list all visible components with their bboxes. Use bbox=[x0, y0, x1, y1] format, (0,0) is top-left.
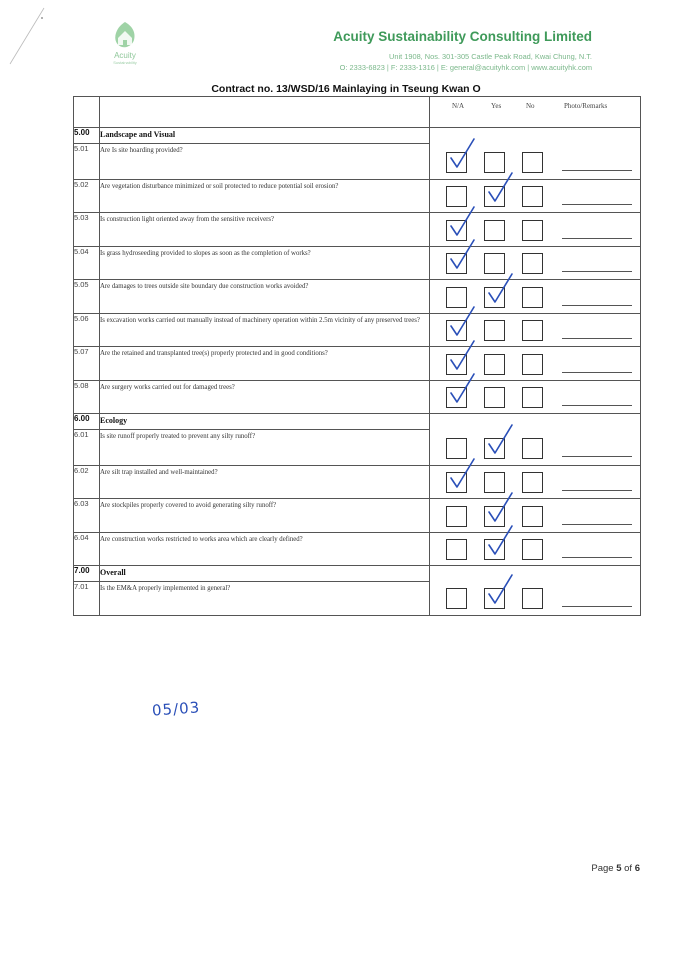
checklist-row bbox=[74, 213, 641, 247]
remarks-line bbox=[562, 271, 632, 272]
checkbox-no[interactable] bbox=[522, 588, 543, 609]
remarks-line bbox=[562, 372, 632, 373]
item-answer-cell bbox=[430, 380, 641, 414]
checkbox-no[interactable] bbox=[522, 539, 543, 560]
contact-line: O: 2333-6823 | F: 2333-1316 | E: general@acuityhk.com | www.acuityhk.com bbox=[339, 63, 592, 72]
item-question: Is the EM&A properly implemented in general? bbox=[100, 582, 430, 616]
checkmark-icon bbox=[448, 373, 476, 407]
checkbox-yes[interactable] bbox=[484, 253, 505, 274]
checkmark-icon bbox=[448, 239, 476, 273]
item-number: 5.07 bbox=[74, 347, 100, 381]
item-answer-cell bbox=[430, 246, 641, 280]
item-number: 6.01 bbox=[74, 430, 100, 466]
section-row bbox=[74, 414, 641, 430]
item-answer-cell bbox=[430, 144, 641, 180]
section-row bbox=[74, 128, 641, 144]
header-row bbox=[74, 97, 641, 128]
section-number: 5.00 bbox=[74, 128, 100, 144]
checkmark-icon bbox=[448, 340, 476, 374]
item-question: Is grass hydroseeding provided to slopes as soon as the completion of works? bbox=[100, 246, 430, 280]
remarks-line bbox=[562, 204, 632, 205]
answer-boxes bbox=[430, 466, 640, 499]
checkbox-na[interactable] bbox=[446, 186, 467, 207]
item-number: 6.03 bbox=[74, 499, 100, 533]
answer-boxes bbox=[430, 247, 640, 280]
remarks-line bbox=[562, 606, 632, 607]
remarks-line bbox=[562, 305, 632, 306]
section-number: 6.00 bbox=[74, 414, 100, 430]
item-number: 6.04 bbox=[74, 532, 100, 566]
answer-boxes bbox=[430, 582, 640, 615]
item-number: 5.04 bbox=[74, 246, 100, 280]
checkmark-icon bbox=[448, 458, 476, 492]
item-question: Are silt trap installed and well-maintained? bbox=[100, 465, 430, 499]
answer-boxes bbox=[430, 144, 640, 179]
scan-mark bbox=[6, 6, 46, 66]
checklist-row bbox=[74, 246, 641, 280]
item-question: Are damages to trees outside site boundary due construction works avoided? bbox=[100, 280, 430, 314]
checkmark-icon bbox=[486, 424, 514, 458]
logo-text: Acuity bbox=[114, 51, 136, 60]
section-title: Overall bbox=[100, 566, 430, 582]
checklist-table bbox=[73, 96, 641, 616]
item-answer-cell bbox=[430, 465, 641, 499]
checkmark-icon bbox=[486, 273, 514, 307]
checkbox-na[interactable] bbox=[446, 287, 467, 308]
remarks-line bbox=[562, 490, 632, 491]
item-number: 6.02 bbox=[74, 465, 100, 499]
checklist-row bbox=[74, 499, 641, 533]
header-cell-number bbox=[74, 97, 100, 128]
item-question: Is excavation works carried out manually instead of machinery operation within 2.5m vicinity of any preserved trees? bbox=[100, 313, 430, 347]
item-number: 5.08 bbox=[74, 380, 100, 414]
company-address bbox=[340, 51, 592, 73]
remarks-line bbox=[562, 456, 632, 457]
section-title: Ecology bbox=[100, 414, 430, 430]
address-line: Unit 1908, Nos. 301-305 Castle Peak Road, Kwai Chung, N.T. bbox=[389, 52, 592, 61]
leaf-house-icon bbox=[110, 20, 140, 50]
checkbox-na[interactable] bbox=[446, 588, 467, 609]
footer-current-page: 5 bbox=[616, 863, 622, 874]
remarks-line bbox=[562, 524, 632, 525]
remarks-line bbox=[562, 338, 632, 339]
item-number: 5.05 bbox=[74, 280, 100, 314]
company-name: Acuity Sustainability Consulting Limited bbox=[333, 29, 592, 44]
checkbox-no[interactable] bbox=[522, 387, 543, 408]
checklist-row bbox=[74, 380, 641, 414]
checkbox-no[interactable] bbox=[522, 152, 543, 173]
item-number: 5.03 bbox=[74, 213, 100, 247]
section-number: 7.00 bbox=[74, 566, 100, 582]
item-number: 5.06 bbox=[74, 313, 100, 347]
checkmark-icon bbox=[448, 138, 476, 172]
col-na-label: N/A bbox=[452, 102, 465, 110]
checklist-row bbox=[74, 465, 641, 499]
section-answer-cell bbox=[430, 414, 641, 430]
checklist-row bbox=[74, 430, 641, 466]
checkbox-yes[interactable] bbox=[484, 152, 505, 173]
page-footer bbox=[591, 863, 640, 874]
item-answer-cell bbox=[430, 582, 641, 616]
checkbox-no[interactable] bbox=[522, 220, 543, 241]
checkbox-no[interactable] bbox=[522, 354, 543, 375]
answer-boxes bbox=[430, 499, 640, 532]
section-title: Landscape and Visual bbox=[100, 128, 430, 144]
header-cell-question bbox=[100, 97, 430, 128]
checkmark-icon bbox=[448, 306, 476, 340]
item-question: Is site runoff properly treated to prevent any silty runoff? bbox=[100, 430, 430, 466]
logo-subtext: Sustainability bbox=[113, 60, 137, 65]
checkbox-no[interactable] bbox=[522, 253, 543, 274]
checkmark-icon bbox=[486, 172, 514, 206]
handwritten-date: 05/03 bbox=[151, 698, 201, 720]
document-title: Contract no. 13/WSD/16 Mainlaying in Tseung Kwan O bbox=[211, 83, 481, 95]
item-question: Are vegetation disturbance minimized or soil protected to reduce potential soil erosion? bbox=[100, 179, 430, 213]
checkbox-yes[interactable] bbox=[484, 354, 505, 375]
item-question: Are construction works restricted to works area which are clearly defined? bbox=[100, 532, 430, 566]
checkbox-yes[interactable] bbox=[484, 320, 505, 341]
checkbox-yes[interactable] bbox=[484, 220, 505, 241]
checkmark-icon bbox=[486, 574, 514, 608]
item-question: Are Is site hoarding provided? bbox=[100, 144, 430, 180]
item-question: Are stockpiles properly covered to avoid generating silty runoff? bbox=[100, 499, 430, 533]
answer-boxes bbox=[430, 533, 640, 566]
checkmark-icon bbox=[448, 206, 476, 240]
checklist-row bbox=[74, 532, 641, 566]
checklist-row bbox=[74, 313, 641, 347]
item-number: 5.02 bbox=[74, 179, 100, 213]
col-yes-label: Yes bbox=[491, 102, 502, 110]
section-answer-cell bbox=[430, 566, 641, 582]
item-number: 7.01 bbox=[74, 582, 100, 616]
checkbox-yes[interactable] bbox=[484, 472, 505, 493]
item-answer-cell bbox=[430, 532, 641, 566]
footer-prefix: Page bbox=[591, 863, 617, 874]
checkmark-icon bbox=[486, 492, 514, 526]
checklist-row bbox=[74, 179, 641, 213]
remarks-line bbox=[562, 405, 632, 406]
checklist-row bbox=[74, 347, 641, 381]
item-answer-cell bbox=[430, 499, 641, 533]
checkbox-no[interactable] bbox=[522, 320, 543, 341]
col-remarks-label: Photo/Remarks bbox=[564, 102, 608, 110]
col-no-label: No bbox=[526, 102, 535, 110]
checkbox-na[interactable] bbox=[446, 506, 467, 527]
item-question: Is construction light oriented away from the sensitive receivers? bbox=[100, 213, 430, 247]
checkbox-no[interactable] bbox=[522, 506, 543, 527]
company-logo bbox=[96, 20, 154, 72]
checkbox-no[interactable] bbox=[522, 186, 543, 207]
footer-middle: of bbox=[621, 863, 635, 874]
checklist-row bbox=[74, 582, 641, 616]
checkbox-yes[interactable] bbox=[484, 387, 505, 408]
checkbox-no[interactable] bbox=[522, 287, 543, 308]
footer-total-pages: 6 bbox=[634, 863, 640, 874]
item-question: Are the retained and transplanted tree(s) properly protected and in good conditions? bbox=[100, 347, 430, 381]
header-cell-answers bbox=[430, 97, 641, 128]
section-row bbox=[74, 566, 641, 582]
checkmark-icon bbox=[486, 525, 514, 559]
item-question: Are surgery works carried out for damaged trees? bbox=[100, 380, 430, 414]
remarks-line bbox=[562, 170, 632, 171]
remarks-line bbox=[562, 557, 632, 558]
checklist-row bbox=[74, 144, 641, 180]
answer-boxes bbox=[430, 381, 640, 414]
checkbox-no[interactable] bbox=[522, 438, 543, 459]
item-number: 5.01 bbox=[74, 144, 100, 180]
checkbox-na[interactable] bbox=[446, 438, 467, 459]
checkbox-na[interactable] bbox=[446, 539, 467, 560]
remarks-line bbox=[562, 238, 632, 239]
checkbox-no[interactable] bbox=[522, 472, 543, 493]
checklist-row bbox=[74, 280, 641, 314]
